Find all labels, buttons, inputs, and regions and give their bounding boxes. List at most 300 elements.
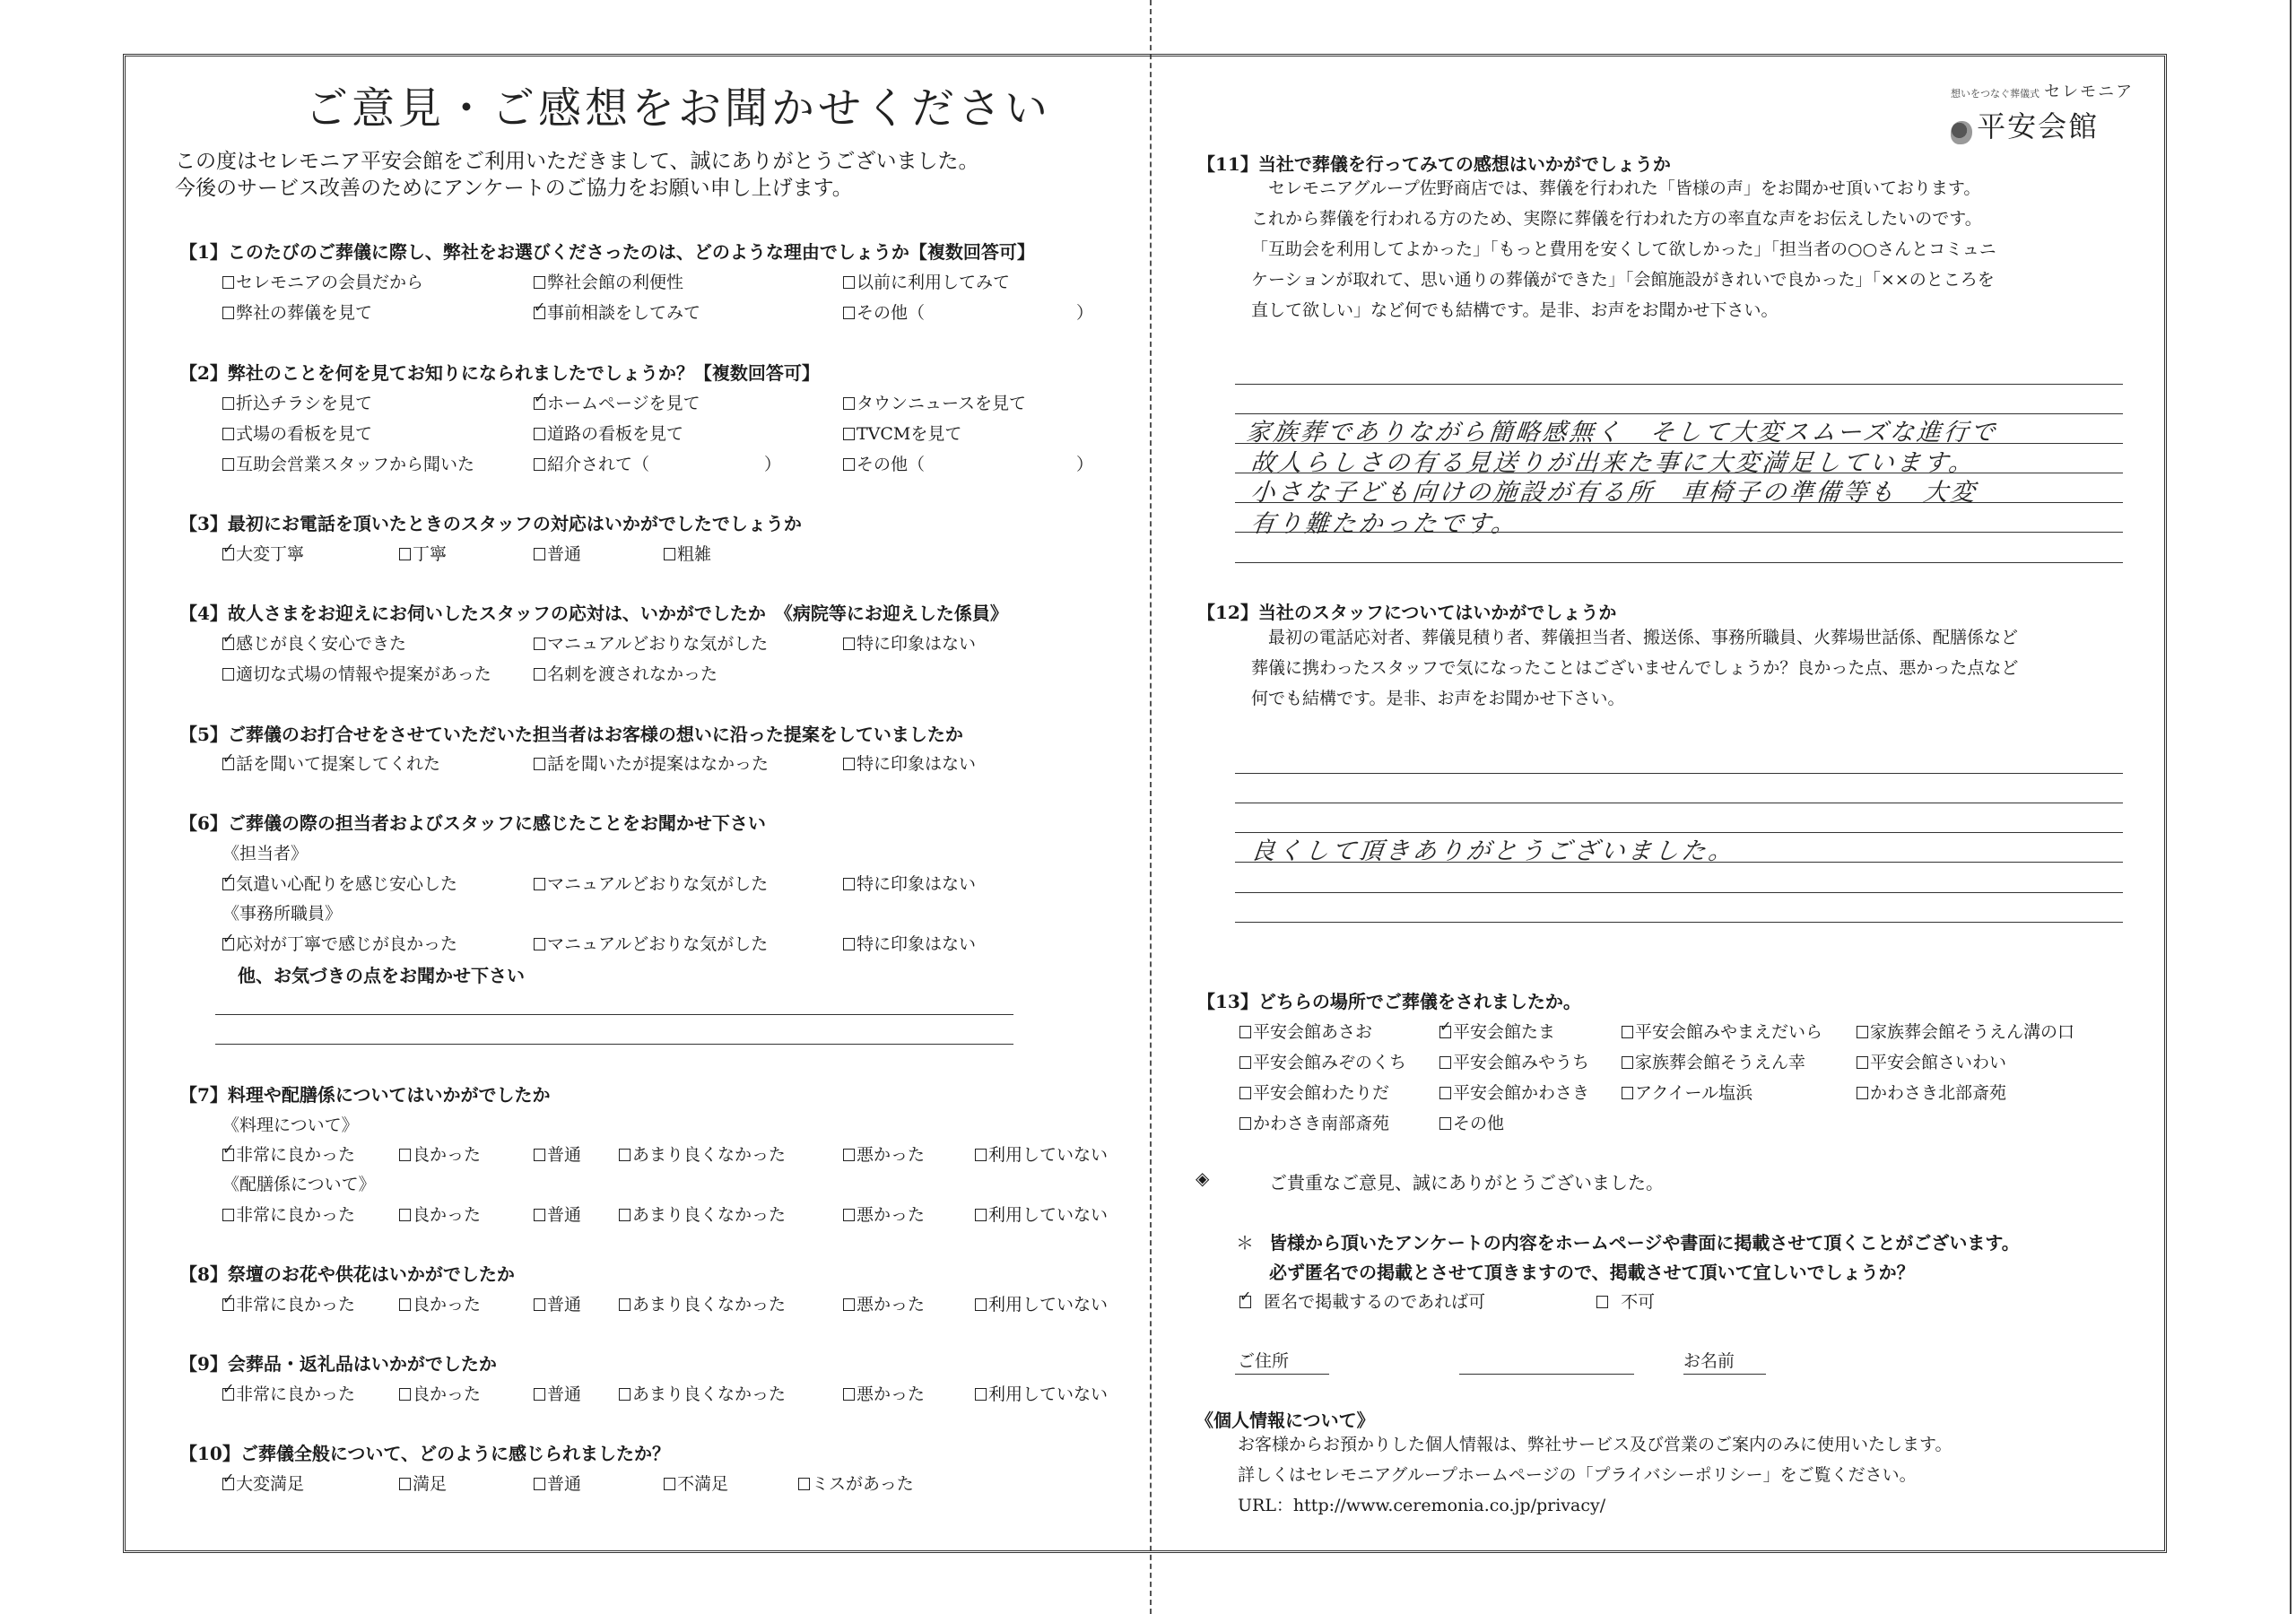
q2-label: 【2】弊社のことを何を見てお知りになられましたでしょうか？【複数回答可】 xyxy=(179,362,820,384)
q12-description xyxy=(1251,622,2018,714)
checkbox-option[interactable] xyxy=(664,541,711,565)
checkbox-label: あまり良くなかった xyxy=(632,1145,787,1165)
checkbox-label: 満足 xyxy=(413,1474,448,1494)
checkbox-label: 感じが良く安心できた xyxy=(236,634,407,654)
checkbox-option[interactable] xyxy=(1439,1080,1589,1104)
checkbox-icon[interactable] xyxy=(1239,1087,1251,1099)
privacy-url[interactable]: URL：http://www.ceremonia.co.jp/privacy/ xyxy=(1238,1496,1606,1515)
checkbox-label: 平安会館みやうち xyxy=(1453,1053,1590,1072)
q11-handwritten-line: 有り難たかったです。 xyxy=(1249,510,1520,538)
checkbox-label: 紹介されて（ xyxy=(547,455,650,474)
privacy-text xyxy=(1238,1429,1952,1521)
checkbox-option[interactable] xyxy=(619,1291,786,1315)
q9-label: 【9】会葬品・返礼品はいかがでしたか xyxy=(179,1353,497,1375)
checkbox-label: 特に印象はない xyxy=(857,934,977,954)
checkbox-icon[interactable] xyxy=(843,1209,855,1221)
q11-text-line: 「互助会を利用してよかった」「もっと費用を安くして欲しかった」「担当者の○○さんとコミュニ xyxy=(1251,239,1996,259)
checkbox-label: 非常に良かった xyxy=(236,1384,356,1404)
checkbox-icon[interactable] xyxy=(843,938,855,950)
q11-handwritten-line: 故人らしさの有る見送りが出来た事に大変満足しています。 xyxy=(1249,449,1978,477)
checkbox-option[interactable] xyxy=(399,1291,481,1315)
q12-answer-line[interactable] xyxy=(1235,773,2123,774)
q12-label: 【12】当社のスタッフについてはいかがでしょうか xyxy=(1197,602,1617,623)
checkbox-icon[interactable] xyxy=(619,1209,631,1221)
checkbox-label: 互助会営業スタッフから聞いた xyxy=(236,455,475,474)
checkbox-label: 非常に良かった xyxy=(236,1205,356,1225)
checkbox-option[interactable] xyxy=(534,299,700,324)
address-line[interactable] xyxy=(1459,1374,1634,1375)
checkbox-option[interactable] xyxy=(222,1291,355,1315)
checkbox-label: 悪かった xyxy=(857,1205,926,1225)
publish-note-line2: 必ず匿名での掲載とさせて頂きますので、掲載させて頂いて宜しいでしょうか？ xyxy=(1269,1262,1915,1283)
publish-note-line1: 皆様から頂いたアンケートの内容をホームページや書面に掲載させて頂くことがございます。 xyxy=(1269,1232,2020,1254)
logo-tagline: 想いをつなぐ葬儀式 xyxy=(1951,88,2039,100)
checkbox-option[interactable] xyxy=(222,451,474,475)
privacy-title: 《個人情報について》 xyxy=(1196,1410,1375,1431)
checkbox-option[interactable] xyxy=(843,1202,925,1226)
q11-text-line: 直して欲しい」など何でも結構です。是非、お声をお聞かせ下さい。 xyxy=(1251,300,1779,320)
checkbox-label: 普通 xyxy=(547,1295,582,1315)
checkbox-option[interactable] xyxy=(222,421,372,445)
checkbox-icon[interactable] xyxy=(843,458,855,471)
q11-answer-line[interactable] xyxy=(1235,562,2123,563)
checkbox-label: 不満足 xyxy=(677,1474,729,1494)
q6-label: 【6】ご葬儀の際の担当者およびスタッフに感じたことをお聞かせ下さい xyxy=(179,812,766,834)
checkbox-label: 非常に良かった xyxy=(236,1295,356,1315)
checkbox-icon[interactable] xyxy=(534,878,545,890)
checkbox-icon[interactable] xyxy=(619,1298,631,1311)
q2-referral-close: ） xyxy=(764,455,782,474)
checkbox-option[interactable] xyxy=(843,269,1010,293)
checkbox-option[interactable] xyxy=(1622,1080,1752,1104)
checkbox-icon[interactable] xyxy=(534,758,545,770)
q13-label: 【13】どちらの場所でご葬儀をされましたか。 xyxy=(1197,991,1581,1012)
page-title: ご意見・ご感想をお聞かせください xyxy=(305,83,1052,134)
checkbox-option[interactable] xyxy=(843,751,976,775)
checkbox-label: かわさき南部斎苑 xyxy=(1253,1114,1390,1133)
checkbox-label: マニュアルどおりな気がした xyxy=(547,634,769,654)
checked-checkbox-icon[interactable] xyxy=(222,758,234,770)
checkbox-option[interactable] xyxy=(534,1141,581,1166)
checkbox-icon[interactable] xyxy=(1857,1087,1868,1099)
checkbox-option[interactable] xyxy=(222,390,372,414)
checkbox-option[interactable] xyxy=(619,1202,786,1226)
q10-label: 【10】ご葬儀全般について、どのように感じられましたか？ xyxy=(179,1443,671,1464)
q11-handwritten-line: 小さな子ども向けの施設が有る所 車椅子の準備等も 大変 xyxy=(1249,479,1979,507)
checkbox-option[interactable] xyxy=(534,269,683,293)
checkbox-icon[interactable] xyxy=(222,276,234,289)
consent-deny-checkbox[interactable] xyxy=(1596,1289,1655,1313)
checkbox-option[interactable] xyxy=(1439,1019,1555,1043)
checkbox-option[interactable] xyxy=(222,1471,304,1495)
checkbox-label: 名刺を渡されなかった xyxy=(547,664,718,684)
checkbox-label: マニュアルどおりな気がした xyxy=(547,874,769,894)
checkbox-icon[interactable] xyxy=(975,1149,987,1161)
checkbox-label: 良かった xyxy=(413,1205,482,1225)
checkbox-option[interactable] xyxy=(975,1381,1108,1405)
checkbox-label: 平安会館みやまえだいら xyxy=(1635,1022,1823,1042)
checkbox-icon[interactable] xyxy=(664,1478,675,1490)
checkbox-label: 平安会館たま xyxy=(1453,1022,1556,1042)
q6-sub-staff: 《担当者》 xyxy=(222,844,309,863)
checkbox-icon[interactable] xyxy=(534,548,545,560)
checkbox-option[interactable] xyxy=(975,1141,1108,1166)
checkbox-icon[interactable] xyxy=(1439,1117,1451,1130)
checkbox-option[interactable] xyxy=(222,751,440,775)
checkbox-label: 丁寧 xyxy=(413,544,448,564)
checkbox-option[interactable] xyxy=(222,541,304,565)
checkbox-option[interactable] xyxy=(1239,1019,1372,1043)
checkbox-label: 利用していない xyxy=(988,1384,1109,1404)
checkbox-option[interactable] xyxy=(843,630,976,655)
checkbox-icon[interactable] xyxy=(534,458,545,471)
checkbox-icon[interactable] xyxy=(399,1388,411,1401)
privacy-line: お客様からお預かりした個人情報は、弊社サービス及び営業のご案内のみに使用いたします。 xyxy=(1238,1435,1952,1454)
checkbox-option[interactable] xyxy=(975,1291,1108,1315)
address-label: ご住所 xyxy=(1238,1351,1290,1371)
checkbox-label: 粗雑 xyxy=(677,544,712,564)
diamond-bullet-icon: ◈ xyxy=(1196,1167,1210,1189)
checked-checkbox-icon[interactable] xyxy=(222,1388,234,1401)
checkbox-option[interactable] xyxy=(798,1471,914,1495)
checkbox-icon[interactable] xyxy=(1439,1056,1451,1069)
q11-handwritten-line: 家族葬でありながら簡略感無く そして大変スムーズな進行で xyxy=(1245,419,1999,447)
checkbox-icon[interactable] xyxy=(1239,1056,1251,1069)
checkbox-label: 特に印象はない xyxy=(857,874,977,894)
checkbox-option[interactable] xyxy=(534,541,581,565)
checkbox-label: 良かった xyxy=(413,1384,482,1404)
checkbox-icon[interactable] xyxy=(619,1149,631,1161)
checkbox-option[interactable] xyxy=(534,390,700,414)
checkbox-option[interactable] xyxy=(222,1202,355,1226)
intro-line: 今後のサービス改善のためにアンケートのご協力をお願い申し上げます。 xyxy=(175,177,853,200)
checkbox-label: 適切な式場の情報や提案があった xyxy=(236,664,491,684)
q8-label: 【8】祭壇のお花や供花はいかがでしたか xyxy=(179,1263,515,1285)
checkbox-option[interactable] xyxy=(399,1202,481,1226)
checkbox-label: 平安会館あさお xyxy=(1253,1022,1373,1042)
checkbox-label: マニュアルどおりな気がした xyxy=(547,934,769,954)
checkbox-label: 家族葬会館そうえん幸 xyxy=(1635,1053,1806,1072)
checkbox-option[interactable] xyxy=(975,1202,1108,1226)
checkbox-label: その他 xyxy=(1453,1114,1505,1133)
checkbox-option[interactable] xyxy=(1622,1049,1805,1073)
q7-sub-server: 《配膳係について》 xyxy=(222,1175,376,1194)
checkbox-icon[interactable] xyxy=(399,548,411,560)
q1-other-close: ） xyxy=(1076,303,1094,323)
checkbox-label: 利用していない xyxy=(988,1145,1109,1165)
checkbox-icon[interactable] xyxy=(534,276,545,289)
checkbox-label: 大変丁寧 xyxy=(236,544,305,564)
checkbox-option[interactable] xyxy=(843,931,976,955)
checkbox-icon[interactable] xyxy=(399,1298,411,1311)
checkbox-label: 普通 xyxy=(547,544,582,564)
checkbox-option[interactable] xyxy=(399,1471,447,1495)
checkbox-label: アクイール塩浜 xyxy=(1635,1083,1753,1103)
checkbox-option[interactable] xyxy=(222,1141,355,1166)
checkbox-icon[interactable] xyxy=(975,1209,987,1221)
checkbox-icon[interactable] xyxy=(1622,1056,1633,1069)
checkbox-label: 利用していない xyxy=(988,1295,1109,1315)
checkbox-label: 普通 xyxy=(547,1205,582,1225)
checkbox-label: ホームページを見て xyxy=(547,394,700,413)
checkbox-option[interactable] xyxy=(534,421,683,445)
checkbox-label: 普通 xyxy=(547,1384,582,1404)
checkbox-icon[interactable] xyxy=(843,638,855,650)
checkbox-icon[interactable] xyxy=(975,1388,987,1401)
checkbox-option[interactable] xyxy=(1857,1019,2074,1043)
checkbox-label: 弊社の葬儀を見て xyxy=(236,303,373,323)
checkbox-label: その他（ xyxy=(857,303,926,323)
checkbox-icon[interactable] xyxy=(222,428,234,440)
checkbox-option[interactable] xyxy=(534,1381,581,1405)
checked-checkbox-icon[interactable] xyxy=(534,397,545,410)
checkbox-label: 平安会館かわさき xyxy=(1453,1083,1590,1103)
checkbox-option[interactable] xyxy=(843,1381,925,1405)
closing-thanks: ご貴重なご意見、誠にありがとうございました。 xyxy=(1269,1172,1664,1193)
checkbox-icon[interactable] xyxy=(843,428,855,440)
checkbox-label: 悪かった xyxy=(857,1145,926,1165)
checked-checkbox-icon[interactable] xyxy=(222,548,234,560)
checkbox-option[interactable] xyxy=(399,1381,481,1405)
checkbox-label: 悪かった xyxy=(857,1384,926,1404)
checkbox-label: 良かった xyxy=(413,1145,482,1165)
checked-checkbox-icon[interactable] xyxy=(222,1478,234,1490)
checkbox-icon[interactable] xyxy=(843,1388,855,1401)
checkbox-label: 話を聞いたが提案はなかった xyxy=(547,754,770,774)
checkbox-option[interactable] xyxy=(1439,1110,1504,1134)
q12-answer-line[interactable] xyxy=(1235,892,2123,893)
checkbox-icon[interactable] xyxy=(534,1149,545,1161)
checkbox-label: 平安会館さいわい xyxy=(1870,1053,2007,1072)
checkbox-label: 話を聞いて提案してくれた xyxy=(236,754,441,774)
checkbox-option[interactable] xyxy=(843,390,1026,414)
q6-answer-line[interactable] xyxy=(215,1044,1013,1045)
checkbox-icon[interactable] xyxy=(399,1478,411,1490)
checkbox-option[interactable] xyxy=(1439,1049,1589,1073)
checkbox-option[interactable] xyxy=(534,1471,581,1495)
checkbox-option[interactable] xyxy=(534,630,768,655)
checkbox-label: 以前に利用してみて xyxy=(857,273,1011,292)
checkbox-label: 特に印象はない xyxy=(857,754,977,774)
checkbox-label: 気遣い心配りを感じ安心した xyxy=(236,874,458,894)
checkbox-option[interactable] xyxy=(534,751,769,775)
checkbox-label: あまり良くなかった xyxy=(632,1384,787,1404)
q12-handwritten-answer: 良くして頂きありがとうございました。 xyxy=(1249,837,1737,865)
q12-answer-line[interactable] xyxy=(1235,922,2123,923)
q11-description xyxy=(1251,173,1996,325)
logo-mark-icon xyxy=(1951,121,1972,144)
checkbox-option[interactable] xyxy=(534,931,768,955)
checkbox-icon[interactable] xyxy=(534,1388,545,1401)
checkbox-icon[interactable] xyxy=(534,428,545,440)
checkbox-option[interactable] xyxy=(222,931,457,955)
checkbox-label: セレモニアの会員だから xyxy=(236,273,424,292)
intro-line: この度はセレモニア平安会館をご利用いただきまして、誠にありがとうございました。 xyxy=(175,150,979,173)
q6-sub-office: 《事務所職員》 xyxy=(222,904,343,924)
checkbox-label: 大変満足 xyxy=(236,1474,305,1494)
checkbox-label: 応対が丁寧で感じが良かった xyxy=(236,934,458,954)
checkbox-icon[interactable] xyxy=(399,1149,411,1161)
checkbox-option[interactable] xyxy=(534,451,649,475)
checkbox-label: かわさき北部斎苑 xyxy=(1870,1083,2007,1103)
checkbox-label: TVCMを見て xyxy=(857,424,962,444)
name-line[interactable] xyxy=(1683,1374,1766,1375)
checkbox-icon[interactable] xyxy=(1439,1087,1451,1099)
logo-brand: セレモニア xyxy=(2044,82,2135,101)
checkbox-option[interactable] xyxy=(1239,1110,1389,1134)
checkbox-icon[interactable] xyxy=(534,938,545,950)
checkbox-icon[interactable] xyxy=(399,1209,411,1221)
checkbox-icon[interactable] xyxy=(534,1209,545,1221)
checkbox-label: 平安会館みぞのくち xyxy=(1253,1053,1407,1072)
checkbox-label: 式場の看板を見て xyxy=(236,424,373,444)
checkbox-option[interactable] xyxy=(619,1381,786,1405)
checked-checkbox-icon[interactable] xyxy=(222,638,234,650)
checkbox-label: 普通 xyxy=(547,1145,582,1165)
checked-checkbox-icon[interactable] xyxy=(222,1298,234,1311)
checkbox-label: 道路の看板を見て xyxy=(547,424,684,444)
checkbox-label: 平安会館わたりだ xyxy=(1253,1083,1390,1103)
q12-text-line: 葬儀に携わったスタッフで気になったことはございませんでしょうか？良かった点、悪かった点など xyxy=(1251,658,2019,678)
checkbox-option[interactable] xyxy=(222,269,423,293)
checkbox-option[interactable] xyxy=(399,1141,481,1166)
consent-anonymous-label: 匿名で掲載するのであれば可 xyxy=(1264,1292,1486,1312)
checkbox-option[interactable] xyxy=(664,1471,728,1495)
checkbox-icon[interactable] xyxy=(798,1478,810,1490)
consent-deny-label: 不可 xyxy=(1621,1292,1656,1312)
checkbox-option[interactable] xyxy=(843,299,925,324)
checkbox-option[interactable] xyxy=(222,299,372,324)
checkbox-label: 利用していない xyxy=(988,1205,1109,1225)
q4-label: 【4】故人さまをお迎えにお伺いしたスタッフの応対は、いかがでしたか 《病院等にお迎えした係員》 xyxy=(179,603,1008,624)
checkbox-icon[interactable] xyxy=(619,1388,631,1401)
checkbox-label: 普通 xyxy=(547,1474,582,1494)
page-edge-line xyxy=(2290,0,2292,1614)
checkbox-icon[interactable] xyxy=(222,668,234,681)
checkbox-icon[interactable] xyxy=(843,1298,855,1311)
name-label: お名前 xyxy=(1683,1351,1735,1371)
q11-text-line: ケーションが取れて、思い通りの葬儀ができた」「会館施設がきれいで良かった」「××のところを xyxy=(1251,270,1995,290)
checked-checkbox-icon[interactable] xyxy=(222,1149,234,1161)
logo-name: 平安会館 xyxy=(1977,109,2100,143)
checkbox-icon[interactable] xyxy=(843,307,855,319)
privacy-line: 詳しくはセレモニアグループホームページの「プライバシーポリシー」をご覧ください。 xyxy=(1238,1465,1917,1485)
checked-checkbox-icon[interactable] xyxy=(222,878,234,890)
checkbox-label: 弊社会館の利便性 xyxy=(547,273,684,292)
checkbox[interactable] xyxy=(1239,1296,1251,1308)
checkbox-label: 良かった xyxy=(413,1295,482,1315)
checkbox-label: 家族葬会館そうえん溝の口 xyxy=(1870,1022,2075,1042)
q7-label: 【7】料理や配膳係についてはいかがでしたか xyxy=(179,1084,551,1106)
company-logo xyxy=(1951,79,2134,145)
checkbox-option[interactable] xyxy=(534,1291,581,1315)
checkbox-option[interactable] xyxy=(534,661,718,685)
checkbox-icon[interactable] xyxy=(843,276,855,289)
checkbox-option[interactable] xyxy=(843,451,925,475)
q11-text-line: セレモニアグループ佐野商店では、葬儀を行われた「皆様の声」をお聞かせ頂いております。 xyxy=(1251,178,1981,198)
checkbox-icon[interactable] xyxy=(222,307,234,319)
checkbox[interactable] xyxy=(1596,1296,1608,1308)
checkbox-icon[interactable] xyxy=(1857,1056,1868,1069)
checkbox-icon[interactable] xyxy=(534,668,545,681)
q1-label: 【1】このたびのご葬儀に際し、弊社をお選びくださったのは、どのような理由でしょうか【複数回答可】 xyxy=(179,241,1035,263)
q12-text-line: 最初の電話応対者、葬儀見積り者、葬儀担当者、搬送係、事務所職員、火葬場世話係、配膳係など xyxy=(1251,628,2019,647)
consent-anonymous-checkbox[interactable] xyxy=(1239,1289,1485,1313)
checkbox-option[interactable] xyxy=(222,661,491,685)
checkbox-option[interactable] xyxy=(1857,1080,2006,1104)
checkbox-label: 事前相談をしてみて xyxy=(547,303,701,323)
checkbox-option[interactable] xyxy=(222,1381,355,1405)
checkbox-icon[interactable] xyxy=(222,1209,234,1221)
q3-label: 【3】最初にお電話を頂いたときのスタッフの対応はいかがでしたでしょうか xyxy=(179,513,802,534)
address-line[interactable] xyxy=(1235,1374,1329,1375)
checkbox-icon[interactable] xyxy=(1622,1087,1633,1099)
checkbox-option[interactable] xyxy=(843,421,961,445)
checked-checkbox-icon[interactable] xyxy=(1439,1026,1451,1038)
checkbox-option[interactable] xyxy=(534,1202,581,1226)
checkbox-icon[interactable] xyxy=(1622,1026,1633,1038)
checkbox-label: 非常に良かった xyxy=(236,1145,356,1165)
checkbox-option[interactable] xyxy=(1622,1019,1822,1043)
q11-label: 【11】当社で葬儀を行ってみての感想はいかがでしょうか xyxy=(1197,153,1671,175)
q2-other-close: ） xyxy=(1076,455,1094,474)
checkbox-option[interactable] xyxy=(1239,1080,1389,1104)
q5-label: 【5】ご葬儀のお打合せをさせていただいた担当者はお客様の想いに沿った提案をしていましたか xyxy=(179,724,963,745)
q11-text-line: これから葬儀を行われる方のため、実際に葬儀を行われた方の率直な声をお伝えしたいのです。 xyxy=(1251,209,1982,229)
q11-answer-line[interactable] xyxy=(1235,384,2123,385)
q12-text-line: 何でも結構です。是非、お声をお聞かせ下さい。 xyxy=(1251,689,1625,708)
checkbox-option[interactable] xyxy=(843,1141,925,1166)
checkbox-option[interactable] xyxy=(619,1141,786,1166)
checkbox-icon[interactable] xyxy=(222,458,234,471)
checkbox-option[interactable] xyxy=(1239,1049,1406,1073)
checkbox-icon[interactable] xyxy=(1857,1026,1868,1038)
checkbox-label: タウンニュースを見て xyxy=(857,394,1027,413)
checkbox-icon[interactable] xyxy=(664,548,675,560)
checkbox-label: 折込チラシを見て xyxy=(236,394,373,413)
checkbox-icon[interactable] xyxy=(843,878,855,890)
checkbox-option[interactable] xyxy=(843,871,976,895)
checkbox-icon[interactable] xyxy=(975,1298,987,1311)
asterisk-icon: ＊ xyxy=(1236,1232,1254,1254)
checkbox-icon[interactable] xyxy=(534,638,545,650)
checkbox-label: ミスがあった xyxy=(812,1474,914,1494)
checkbox-option[interactable] xyxy=(1857,1049,2006,1073)
checkbox-icon[interactable] xyxy=(222,397,234,410)
checkbox-icon[interactable] xyxy=(843,397,855,410)
checkbox-option[interactable] xyxy=(534,871,768,895)
checkbox-label: その他（ xyxy=(857,455,926,474)
checkbox-icon[interactable] xyxy=(843,758,855,770)
q6-answer-line[interactable] xyxy=(215,1014,1013,1015)
checkbox-label: 悪かった xyxy=(857,1295,926,1315)
checkbox-icon[interactable] xyxy=(1239,1026,1251,1038)
checkbox-option[interactable] xyxy=(222,630,406,655)
checkbox-label: あまり良くなかった xyxy=(632,1205,787,1225)
checkbox-icon[interactable] xyxy=(843,1149,855,1161)
checkbox-option[interactable] xyxy=(399,541,447,565)
checkbox-icon[interactable] xyxy=(534,1298,545,1311)
checkbox-label: 特に印象はない xyxy=(857,634,977,654)
checkbox-option[interactable] xyxy=(843,1291,925,1315)
checked-checkbox-icon[interactable] xyxy=(534,307,545,319)
checked-checkbox-icon[interactable] xyxy=(222,938,234,950)
checkbox-icon[interactable] xyxy=(1239,1117,1251,1130)
checkbox-label: あまり良くなかった xyxy=(632,1295,787,1315)
q7-sub-food: 《料理について》 xyxy=(222,1115,359,1135)
checkbox-icon[interactable] xyxy=(534,1478,545,1490)
checkbox-option[interactable] xyxy=(222,871,457,895)
